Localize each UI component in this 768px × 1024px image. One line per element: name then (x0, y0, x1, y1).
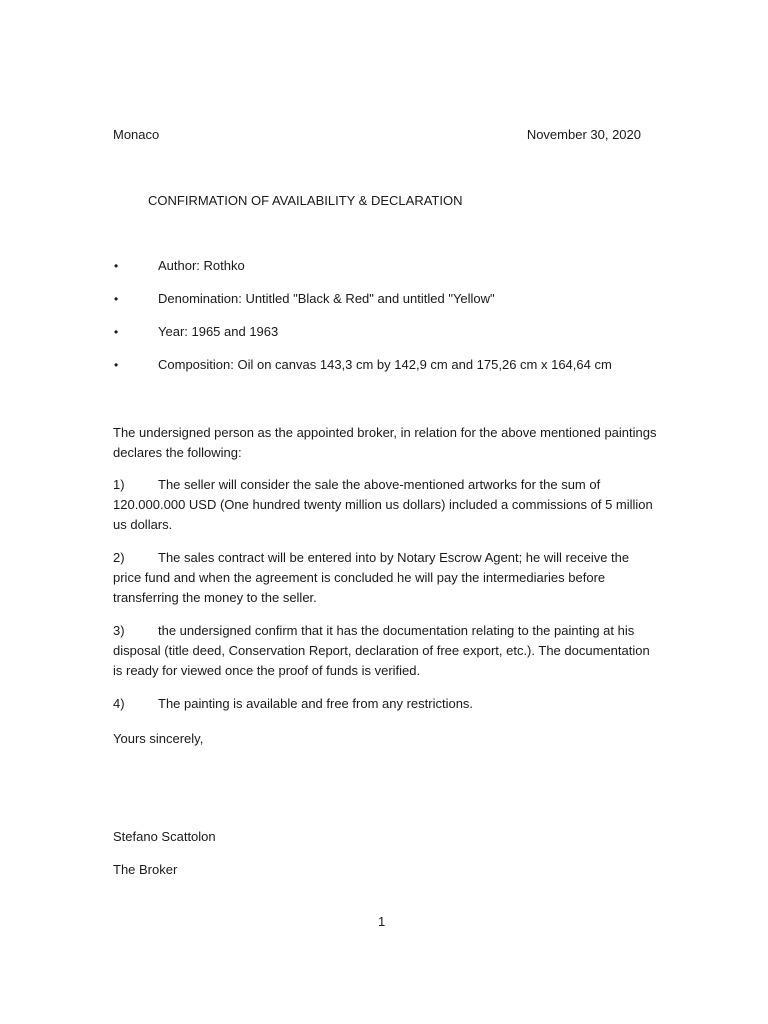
list-item (113, 323, 673, 356)
item-text: The painting is available and free from any restrictions. (158, 696, 474, 711)
detail-author: Author: Rothko (158, 258, 245, 273)
item-number: 2) (113, 550, 125, 565)
letter-header (113, 126, 641, 144)
list-item (113, 475, 658, 535)
details-list (113, 257, 673, 389)
list-item (113, 290, 673, 323)
letter-date: November 30, 2020 (526, 127, 641, 142)
detail-denomination: Denomination: Untitled "Black & Red" and untitled "Yellow" (158, 291, 495, 306)
item-number: 3) (113, 623, 125, 638)
item-text: The seller will consider the sale the above-mentioned artworks for the sum of 120.000.000 USD (One hundred twenty million us dollars) included a commissions of 5 million us dollars. (113, 477, 653, 532)
list-item (113, 621, 658, 681)
detail-year: Year: 1965 and 1963 (158, 324, 279, 339)
letter-place: Monaco (113, 127, 160, 142)
page-number: 1 (378, 914, 386, 929)
bullet-icon: • (114, 325, 119, 339)
signature-role: The Broker (113, 862, 178, 877)
bullet-icon: • (114, 259, 119, 273)
signature-name: Stefano Scattolon (113, 829, 216, 844)
item-text: The sales contract will be entered into by Notary Escrow Agent; he will receive the price fund and when the agreement is concluded he will pay the intermediaries before transferring the money to the seller. (113, 550, 630, 605)
detail-composition: Composition: Oil on canvas 143,3 cm by 142,9 cm and 175,26 cm x 164,64 cm (158, 357, 612, 372)
list-item (113, 548, 658, 608)
item-number: 4) (113, 696, 125, 711)
item-text: the undersigned confirm that it has the documentation relating to the painting at his disposal (title deed, Conservation Report, declaration of free export, etc.). The documentation is ready for viewed once the proof of funds is verified. (113, 623, 650, 678)
list-item (113, 257, 673, 290)
list-item (113, 694, 658, 714)
intro-paragraph: The undersigned person as the appointed broker, in relation for the above mentioned paintings declares the following: (113, 425, 657, 460)
letter-title: CONFIRMATION OF AVAILABILITY & DECLARATION (148, 193, 463, 208)
item-number: 1) (113, 477, 125, 492)
bullet-icon: • (114, 358, 119, 372)
bullet-icon: • (114, 292, 119, 306)
declaration-items (113, 475, 658, 714)
list-item (113, 356, 673, 389)
closing-salutation: Yours sincerely, (113, 731, 204, 746)
declaration-body (113, 423, 658, 727)
